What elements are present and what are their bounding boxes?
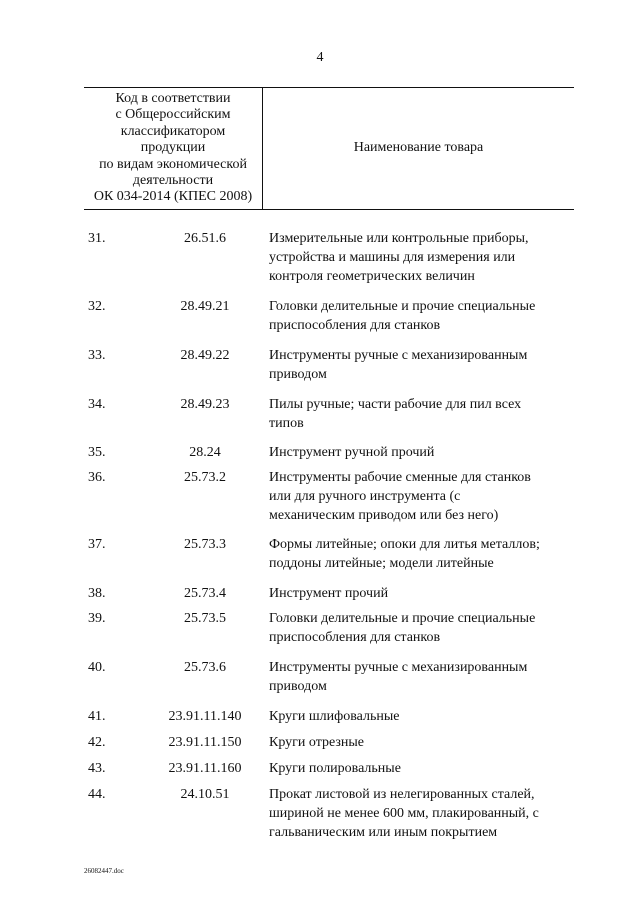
table-row: [0, 229, 640, 286]
table-row: [0, 707, 640, 726]
page-number: 4: [316, 50, 324, 65]
row-number: 32.: [88, 299, 106, 314]
row-code: 24.10.51: [180, 787, 230, 802]
row-name: [269, 733, 569, 752]
header-code-line: деятельности: [132, 173, 214, 189]
row-code: 23.91.11.150: [168, 735, 242, 750]
row-name: [269, 535, 569, 573]
row-name-line: Круги полировальные: [269, 761, 401, 776]
row-name-line: Инструменты рабочие сменные для станков: [269, 470, 531, 485]
row-name-line: типов: [269, 416, 304, 431]
row-name: [269, 759, 569, 778]
table-row: [0, 658, 640, 696]
row-name-line: Круги отрезные: [269, 735, 365, 750]
table-row: [0, 759, 640, 778]
row-code: 25.73.6: [184, 660, 226, 675]
row-code: 25.73.4: [184, 586, 226, 601]
table-row: [0, 346, 640, 384]
row-name-line: шириной не менее 600 мм, плакированный, с: [269, 806, 539, 821]
row-name: [269, 658, 569, 696]
row-code: 28.49.23: [180, 397, 230, 412]
row-name: [269, 584, 569, 603]
row-name-line: приводом: [269, 367, 327, 382]
row-name: [269, 707, 569, 726]
row-code: 25.73.5: [184, 611, 226, 626]
row-code: 25.73.2: [184, 470, 226, 485]
row-number: 39.: [88, 611, 106, 626]
row-number: 44.: [88, 787, 106, 802]
row-name: [269, 229, 569, 286]
row-name: [269, 395, 569, 433]
row-name-line: контроля геометрических величин: [269, 269, 475, 284]
row-number: 36.: [88, 470, 106, 485]
row-number: 41.: [88, 709, 106, 724]
row-name-line: Круги шлифовальные: [269, 709, 400, 724]
table-row: [0, 395, 640, 433]
row-name-line: Формы литейные; опоки для литья металлов;: [269, 537, 540, 552]
row-name-line: приводом: [269, 679, 327, 694]
row-number: 31.: [88, 231, 106, 246]
header-code-line: продукции: [140, 140, 206, 156]
row-name-line: устройства и машины для измерения или: [269, 250, 516, 265]
row-name-line: Инструмент ручной прочий: [269, 445, 435, 460]
table-row: [0, 297, 640, 335]
table-row: [0, 535, 640, 573]
row-code: 28.24: [189, 445, 221, 460]
row-name-line: Головки делительные и прочие специальные: [269, 611, 536, 626]
row-code: 26.51.6: [184, 231, 226, 246]
table-row: [0, 733, 640, 752]
row-name: [269, 297, 569, 335]
row-name-line: приспособления для станков: [269, 630, 441, 645]
row-name-line: Головки делительные и прочие специальные: [269, 299, 536, 314]
row-number: 34.: [88, 397, 106, 412]
row-code: 28.49.21: [180, 299, 230, 314]
row-number: 42.: [88, 735, 106, 750]
header-bottom-rule: [84, 209, 574, 210]
row-name-line: гальваническим или иным покрытием: [269, 825, 498, 840]
goods-table-body: [0, 229, 640, 842]
row-code: 25.73.3: [184, 537, 226, 552]
row-name-line: поддоны литейные; модели литейные: [269, 556, 494, 571]
row-code: 28.49.22: [180, 348, 230, 363]
row-name-line: Инструменты ручные с механизированным: [269, 660, 528, 675]
table-row: [0, 785, 640, 842]
row-number: 40.: [88, 660, 106, 675]
row-number: 35.: [88, 445, 106, 460]
header-code-line: классификатором: [120, 123, 226, 139]
row-code: 23.91.11.140: [168, 709, 242, 724]
header-code-line: по видам экономической: [99, 156, 247, 172]
header-code-column: [84, 91, 262, 206]
header-top-rule: [84, 87, 574, 88]
row-code: 23.91.11.160: [168, 761, 242, 776]
row-number: 37.: [88, 537, 106, 552]
row-name-line: Прокат листовой из нелегированных сталей,: [269, 787, 535, 802]
document-code: 26082447.doc: [84, 867, 124, 875]
row-number: 43.: [88, 761, 106, 776]
row-name: [269, 468, 569, 525]
row-name-line: Инструмент прочий: [269, 586, 389, 601]
row-name-line: Измерительные или контрольные приборы,: [269, 231, 529, 246]
row-number: 38.: [88, 586, 106, 601]
row-name-line: механическим приводом или без него): [269, 508, 499, 523]
row-name-line: или для ручного инструмента (с: [269, 489, 461, 504]
row-name-line: Пилы ручные; части рабочие для пил всех: [269, 397, 522, 412]
row-name-line: приспособления для станков: [269, 318, 441, 333]
row-name: [269, 346, 569, 384]
row-number: 33.: [88, 348, 106, 363]
row-name: [269, 443, 569, 462]
header-name-column: Наименование товара: [353, 140, 484, 155]
table-row: [0, 609, 640, 647]
row-name: [269, 609, 569, 647]
header-code-line: с Общероссийским: [115, 107, 231, 123]
table-row: [0, 443, 640, 462]
header-code-line: ОК 034-2014 (КПЕС 2008): [93, 189, 253, 205]
header-code-line: Код в соответствии: [115, 91, 231, 106]
table-row: [0, 468, 640, 525]
table-row: [0, 584, 640, 603]
row-name-line: Инструменты ручные с механизированным: [269, 348, 528, 363]
row-name: [269, 785, 569, 842]
